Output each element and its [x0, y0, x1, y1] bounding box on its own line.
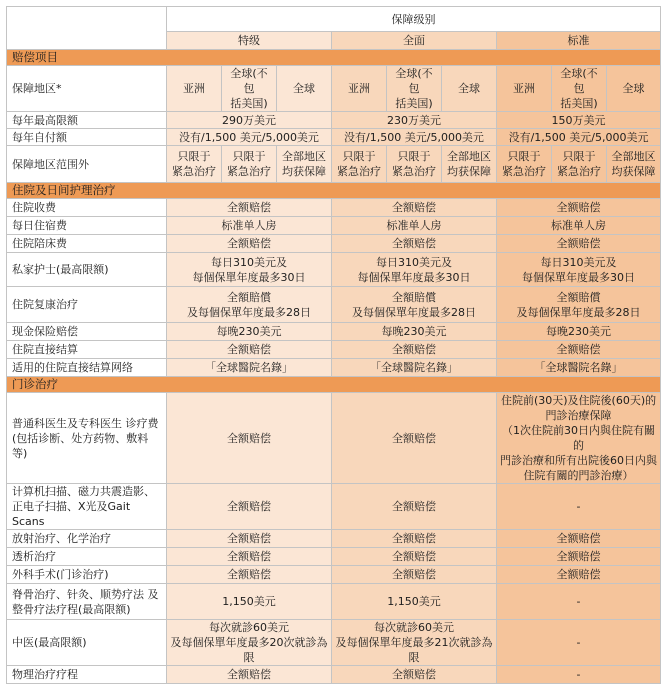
benefit-row — [7, 566, 661, 584]
benefit-value: 全額賠償 及每個保單年度最多28日 — [167, 287, 332, 323]
benefit-value: 全额赔偿 — [167, 341, 332, 359]
deductible-value: 没有/1,500 美元/5,000美元 — [497, 129, 661, 146]
benefit-row — [7, 341, 661, 359]
benefit-value: 全额赔偿 — [332, 666, 497, 684]
area-option: 全球(不包 括美国) — [552, 66, 607, 112]
row-label: 住院复康治疗 — [7, 287, 167, 323]
benefit-row — [7, 287, 661, 323]
area-option: 全球(不包 括美国) — [387, 66, 442, 112]
row-label: 每日住宿费 — [7, 217, 167, 235]
coverage-option: 只限于 紧急治疗 — [387, 146, 442, 183]
coverage-option: 只限于 紧急治疗 — [222, 146, 277, 183]
plan-header: 特级 — [167, 32, 332, 50]
benefit-value: 全额赔偿 — [497, 199, 661, 217]
benefit-value: 1,150美元 — [332, 584, 497, 620]
benefit-value: 全额赔偿 — [332, 484, 497, 530]
benefit-value: 全额赔偿 — [167, 548, 332, 566]
benefit-value: 每晚230美元 — [167, 323, 332, 341]
benefit-value: 全额赔偿 — [167, 484, 332, 530]
insurance-benefit-table — [6, 6, 661, 684]
area-option: 全球 — [277, 66, 332, 112]
row-label: 放射治疗、化学治疗 — [7, 530, 167, 548]
row-label: 适用的住院直接结算网络 — [7, 359, 167, 377]
limit-value: 150万美元 — [497, 112, 661, 129]
benefit-row — [7, 323, 661, 341]
benefit-value: 每日310美元及 每個保單年度最多30日 — [167, 253, 332, 287]
outside-area-row — [7, 146, 661, 183]
limit-value: 290万美元 — [167, 112, 332, 129]
deductible-row — [7, 129, 661, 146]
benefit-value: - — [497, 620, 661, 666]
coverage-option: 只限于 紧急治疗 — [552, 146, 607, 183]
benefit-value: 标准单人房 — [497, 217, 661, 235]
benefit-row — [7, 393, 661, 484]
benefit-value: 全额赔偿 — [167, 666, 332, 684]
benefit-row — [7, 620, 661, 666]
level-title: 保障级别 — [167, 7, 661, 32]
row-label: 住院陪床费 — [7, 235, 167, 253]
benefit-value: 每日310美元及 每個保單年度最多30日 — [497, 253, 661, 287]
benefit-value: 全额赔偿 — [167, 235, 332, 253]
row-label: 住院收费 — [7, 199, 167, 217]
section-row — [7, 377, 661, 393]
benefit-value: 全额赔偿 — [332, 235, 497, 253]
row-label: 普通科医生及专科医生 诊疗费(包括诊断、处方药物、敷料等) — [7, 393, 167, 484]
area-option: 亚洲 — [167, 66, 222, 112]
benefit-value: 住院前(30天)及住院後(60天)的 門診治療保障 （1次住院前30日内與住院有關的 門診治療和所有出院後60日内與 住院有關的門診治療） — [497, 393, 661, 484]
benefit-value: 全额赔偿 — [167, 393, 332, 484]
benefit-value: 每晚230美元 — [332, 323, 497, 341]
benefit-value: 全额赔偿 — [497, 341, 661, 359]
benefit-value: 全额赔偿 — [332, 341, 497, 359]
benefit-row — [7, 253, 661, 287]
row-label: 每年自付额 — [7, 129, 167, 146]
benefit-value: 全额赔偿 — [332, 393, 497, 484]
benefit-row — [7, 548, 661, 566]
benefit-value: 全额赔偿 — [332, 530, 497, 548]
section-row — [7, 183, 661, 199]
plan-header: 标准 — [497, 32, 661, 50]
benefit-row — [7, 199, 661, 217]
benefit-value: 「全球醫院名錄」 — [167, 359, 332, 377]
section-header: 门诊治疗 — [7, 377, 661, 393]
benefit-value: - — [497, 584, 661, 620]
limit-value: 230万美元 — [332, 112, 497, 129]
row-label: 现金保险赔偿 — [7, 323, 167, 341]
section-header: 住院及日间护理治疗 — [7, 183, 661, 199]
benefit-value: 全额赔偿 — [167, 199, 332, 217]
benefit-value: 全额赔偿 — [497, 530, 661, 548]
header-row — [7, 7, 661, 32]
benefit-value: 全额赔偿 — [332, 566, 497, 584]
benefit-row — [7, 584, 661, 620]
coverage-option: 全部地区 均获保障 — [277, 146, 332, 183]
area-option: 全球 — [607, 66, 661, 112]
benefit-value: 标准单人房 — [332, 217, 497, 235]
area-option: 亚洲 — [497, 66, 552, 112]
plan-header: 全面 — [332, 32, 497, 50]
section-row — [7, 50, 661, 66]
area-option: 全球(不包 括美国) — [222, 66, 277, 112]
benefit-value: - — [497, 666, 661, 684]
annual-limit-row — [7, 112, 661, 129]
benefit-value: 全额赔偿 — [167, 566, 332, 584]
benefit-value: 全額賠償 及每個保單年度最多28日 — [332, 287, 497, 323]
benefit-value: 全额赔偿 — [497, 235, 661, 253]
benefit-value: 每晚230美元 — [497, 323, 661, 341]
benefit-value: 「全球醫院名錄」 — [332, 359, 497, 377]
row-label: 住院直接结算 — [7, 341, 167, 359]
benefit-value: 每日310美元及 每個保單年度最多30日 — [332, 253, 497, 287]
area-option: 全球 — [442, 66, 497, 112]
benefit-value: - — [497, 484, 661, 530]
benefit-value: 1,150美元 — [167, 584, 332, 620]
benefit-value: 全額賠償 及每個保單年度最多28日 — [497, 287, 661, 323]
area-option: 亚洲 — [332, 66, 387, 112]
deductible-value: 没有/1,500 美元/5,000美元 — [167, 129, 332, 146]
benefit-row — [7, 484, 661, 530]
row-label: 计算机扫描、磁力共震造影、 正电子扫描、X光及Gait Scans — [7, 484, 167, 530]
coverage-option: 只限于 紧急治疗 — [167, 146, 222, 183]
benefit-row — [7, 217, 661, 235]
row-label: 私家护士(最高限额) — [7, 253, 167, 287]
benefit-value: 全额赔偿 — [497, 566, 661, 584]
section-header: 赔偿项目 — [7, 50, 661, 66]
coverage-option: 只限于 紧急治疗 — [332, 146, 387, 183]
deductible-value: 没有/1,500 美元/5,000美元 — [332, 129, 497, 146]
benefit-row — [7, 530, 661, 548]
coverage-option: 全部地区 均获保障 — [442, 146, 497, 183]
corner-cell — [7, 7, 167, 50]
benefit-row — [7, 666, 661, 684]
benefit-value: 全额赔偿 — [167, 530, 332, 548]
coverage-option: 只限于 紧急治疗 — [497, 146, 552, 183]
benefit-value: 全额赔偿 — [332, 548, 497, 566]
row-label: 透析治疗 — [7, 548, 167, 566]
coverage-option: 全部地区 均获保障 — [607, 146, 661, 183]
benefit-value: 「全球醫院名錄」 — [497, 359, 661, 377]
benefit-row — [7, 359, 661, 377]
benefit-value: 每次就診60美元 及每個保單年度最多21次就診為限 — [332, 620, 497, 666]
row-label: 脊骨治疗、针灸、顺势疗法 及整骨疗法疗程(最高限额) — [7, 584, 167, 620]
row-label: 中医(最高限额) — [7, 620, 167, 666]
benefit-value: 标准单人房 — [167, 217, 332, 235]
benefit-row — [7, 235, 661, 253]
row-label: 保障地区* — [7, 66, 167, 112]
area-row — [7, 66, 661, 112]
row-label: 外科手术(门诊治疗) — [7, 566, 167, 584]
row-label: 每年最高限额 — [7, 112, 167, 129]
row-label: 物理治疗疗程 — [7, 666, 167, 684]
benefit-value: 全额赔偿 — [497, 548, 661, 566]
row-label: 保障地区范围外 — [7, 146, 167, 183]
benefit-value: 每次就診60美元 及每個保單年度最多20次就診為限 — [167, 620, 332, 666]
benefit-value: 全额赔偿 — [332, 199, 497, 217]
